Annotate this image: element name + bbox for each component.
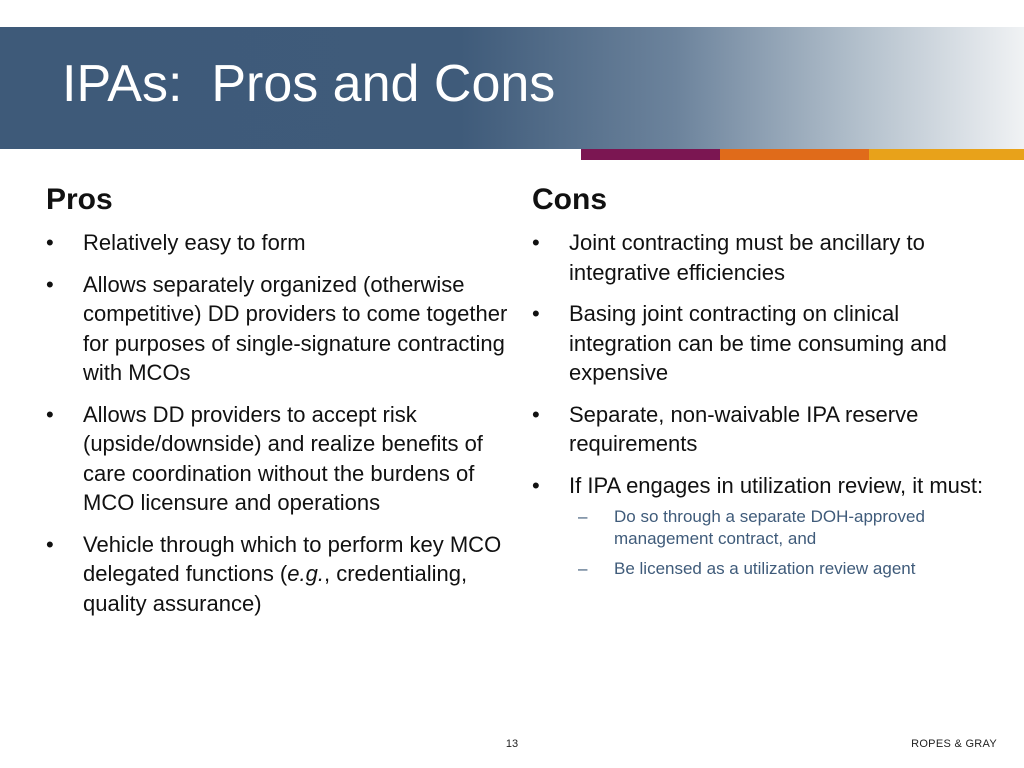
pros-item	[46, 400, 516, 518]
bullet-icon: •	[46, 271, 54, 297]
cons-subitem	[569, 506, 1002, 550]
bullet-icon: •	[532, 230, 540, 255]
bullet-icon: •	[46, 230, 54, 255]
cons-column	[532, 182, 1002, 592]
cons-item	[532, 228, 1002, 287]
cons-subitem-text: Do so through a separate DOH-approved management contract, and	[614, 507, 925, 548]
cons-item-text: If IPA engages in utilization review, it must:	[569, 472, 984, 498]
pros-item	[46, 530, 516, 619]
bullet-icon: •	[532, 301, 540, 326]
pros-item-text: Allows separately organized (otherwise competitive) DD providers to come together for purposes of single-signature contracting with MCOs	[83, 271, 508, 385]
pros-item-text: Relatively easy to form	[83, 230, 306, 255]
cons-item-text: Basing joint contracting on clinical integration can be time consuming and expensive	[569, 301, 947, 385]
bullet-icon: •	[46, 531, 54, 557]
pros-item	[46, 270, 516, 388]
accent-bar-plum	[581, 149, 720, 160]
cons-subitem-text: Be licensed as a utilization review agent	[614, 559, 916, 578]
pros-column	[46, 182, 516, 630]
accent-bar-gold	[869, 149, 1024, 160]
pros-item-text	[83, 532, 501, 616]
bullet-icon: •	[532, 472, 540, 498]
dash-icon: –	[578, 559, 588, 578]
slide-title-part2: Pros and Cons	[211, 55, 556, 113]
cons-item-text: Separate, non-waivable IPA reserve requirements	[569, 401, 919, 456]
slide-title	[62, 55, 556, 113]
cons-item-text: Joint contracting must be ancillary to integrative efficiencies	[569, 230, 925, 285]
cons-heading: Cons	[532, 183, 607, 216]
dash-icon: –	[578, 507, 588, 526]
pros-list	[46, 228, 516, 618]
pros-item-text-italic: e.g.	[287, 561, 324, 586]
page-number: 13	[505, 738, 519, 750]
pros-heading: Pros	[46, 183, 113, 216]
cons-item	[532, 299, 1002, 388]
cons-item	[532, 471, 1002, 581]
pros-item-text: Allows DD providers to accept risk (upside/downside) and realize benefits of care coordination without the burdens of MCO licensure and operations	[83, 401, 483, 515]
bullet-icon: •	[46, 401, 54, 427]
cons-sublist	[569, 506, 1002, 580]
firm-name: ROPES & GRAY	[911, 738, 997, 750]
bullet-icon: •	[532, 401, 540, 427]
cons-subitem	[569, 558, 1002, 580]
cons-list	[532, 228, 1002, 580]
accent-bar-orange	[720, 149, 869, 160]
pros-item-text-after: , credentialing, quality assurance)	[83, 561, 468, 616]
cons-item	[532, 400, 1002, 459]
slide-title-part1: IPAs:	[62, 55, 183, 113]
pros-item	[46, 228, 516, 258]
pros-item-text-before: Vehicle through which to perform key MCO delegated functions (	[83, 531, 502, 586]
